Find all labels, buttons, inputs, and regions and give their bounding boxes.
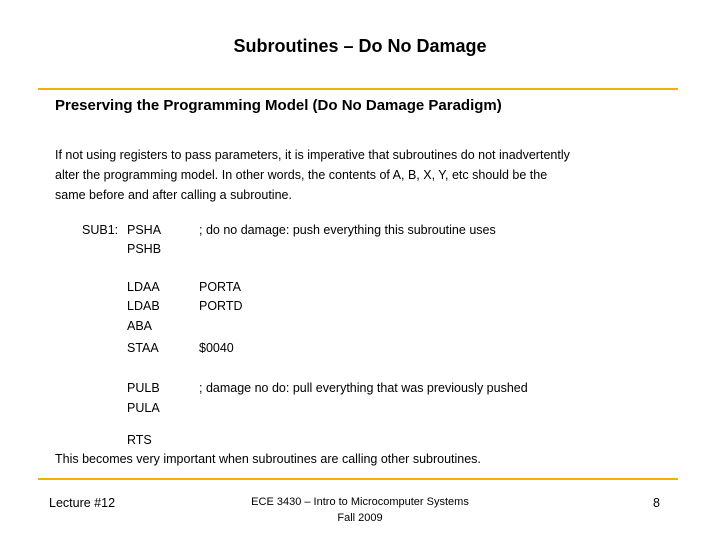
code-instr: PULA (127, 401, 160, 415)
footer-course (240, 494, 480, 526)
code-instr: ABA (127, 319, 153, 333)
footer-page-number: 8 (653, 496, 660, 510)
code-operand: PORTA (199, 280, 241, 294)
code-operand: $0040 (199, 341, 234, 355)
code-instr: PSHB (127, 242, 162, 256)
top-divider (38, 88, 678, 90)
code-operand: ; damage no do: pull everything that was previously pushed (199, 381, 528, 395)
code-instr: PSHA (127, 223, 162, 237)
footer-term: Fall 2009 (337, 512, 383, 524)
footer-lecture: Lecture #12 (49, 496, 116, 510)
closing-text: This becomes very important when subroutines are calling other subroutines. (55, 452, 481, 466)
code-instr: STAA (127, 341, 159, 355)
code-instr: LDAA (127, 280, 160, 294)
code-label: SUB1: (82, 223, 119, 237)
bottom-divider (38, 478, 678, 480)
slide-title: Subroutines – Do No Damage (233, 36, 487, 56)
intro-paragraph (55, 145, 655, 205)
code-operand: ; do no damage: push everything this subroutine uses (199, 223, 496, 237)
code-operand: PORTD (199, 299, 243, 313)
code-instr: LDAB (127, 299, 160, 313)
code-instr: PULB (127, 381, 160, 395)
slide-subtitle: Preserving the Programming Model (Do No Damage Paradigm) (55, 97, 502, 114)
code-instr: RTS (127, 433, 152, 447)
intro-line: If not using registers to pass parameters, it is imperative that subroutines do not inadvertently (55, 148, 570, 162)
footer-course-name: ECE 3430 – Intro to Microcomputer Systems (251, 496, 469, 508)
intro-line: same before and after calling a subroutine. (55, 188, 292, 202)
intro-line: alter the programming model. In other words, the contents of A, B, X, Y, etc should be the (55, 168, 548, 182)
